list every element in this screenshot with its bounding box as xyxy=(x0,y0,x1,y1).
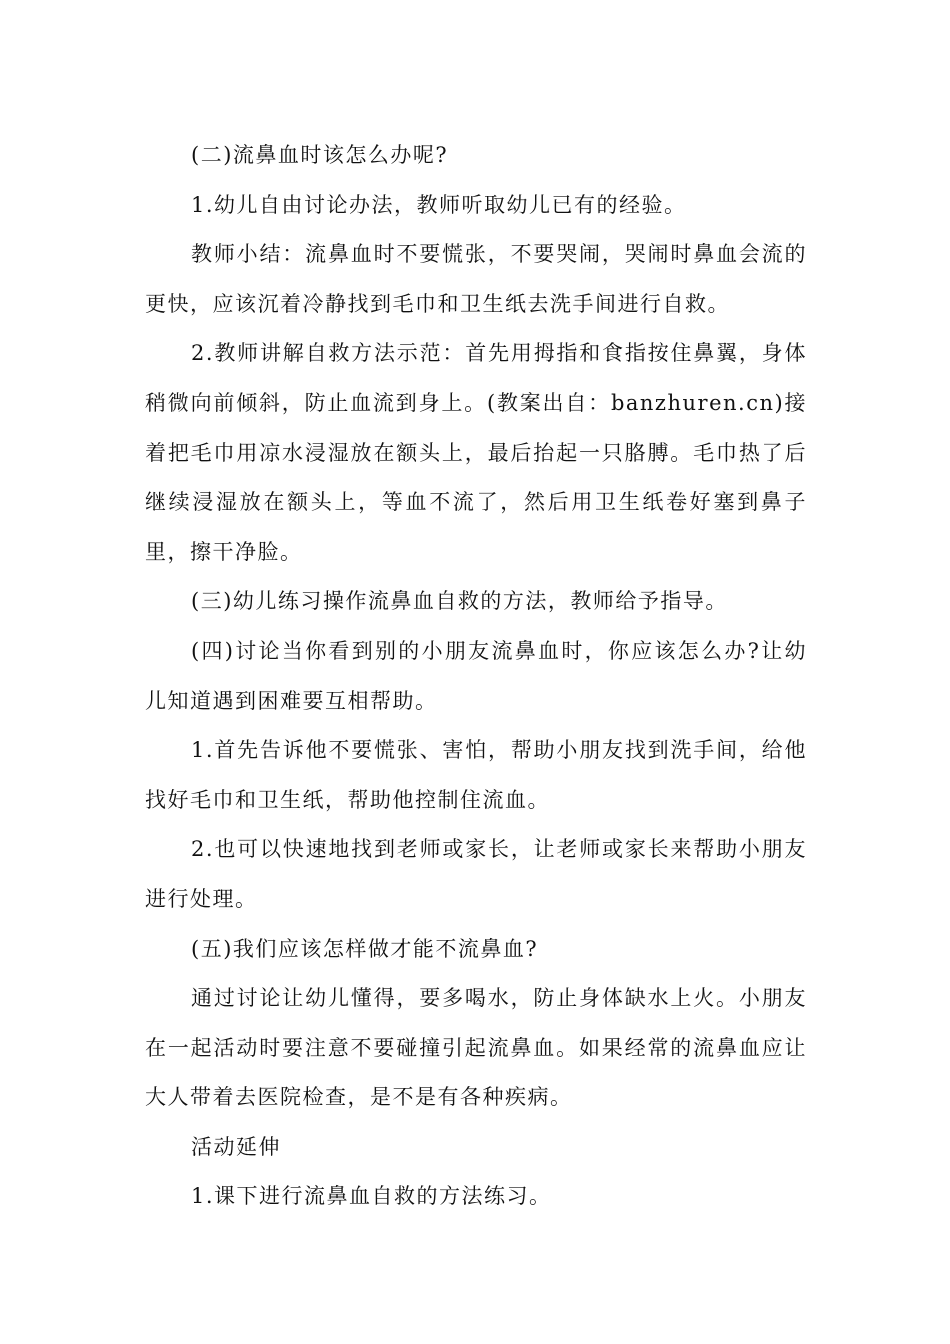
step-discussion: 1.幼儿自由讨论办法，教师听取幼儿已有的经验。 xyxy=(191,192,687,217)
help-step-one: 1.首先告诉他不要慌张、害怕，帮助小朋友找到洗手间，给他找好毛巾和卫生纸，帮助他控制住流血。 xyxy=(145,738,807,812)
section-heading-five: (五)我们应该怎样做才能不流鼻血? xyxy=(191,936,539,961)
section-heading-four: (四)讨论当你看到别的小朋友流鼻血时，你应该怎么办?让幼儿知道遇到困难要互相帮助。 xyxy=(145,638,807,713)
section-heading-three: (三)幼儿练习操作流鼻血自救的方法，教师给予指导。 xyxy=(191,589,728,614)
help-step-two: 2.也可以快速地找到老师或家长，让老师或家长来帮助小朋友进行处理。 xyxy=(145,837,807,911)
section-heading-two: (二)流鼻血时该怎么办呢? xyxy=(191,143,449,167)
document-body xyxy=(145,131,807,1222)
prevention-paragraph: 通过讨论让幼儿懂得，要多喝水，防止身体缺水上火。小朋友在一起活动时要注意不要碰撞引起流鼻血。如果经常的流鼻血应让大人带着去医院检查，是不是有各种疾病。 xyxy=(145,986,807,1110)
step-demonstration: 2.教师讲解自救方法示范：首先用拇指和食指按住鼻翼，身体稍微向前倾斜，防止血流到身上。(教案出自：banzhuren.cn)接着把毛巾用凉水浸湿放在额头上，最后抬起一只胳膊。毛巾热了后继续浸湿放在额头上，等血不流了，然后用卫生纸卷好塞到鼻子里，擦干净脸。 xyxy=(145,341,807,564)
extension-step-one: 1.课下进行流鼻血自救的方法练习。 xyxy=(191,1184,552,1209)
activity-extension-heading: 活动延伸 xyxy=(191,1134,281,1159)
teacher-summary: 教师小结：流鼻血时不要慌张，不要哭闹，哭闹时鼻血会流的更快，应该沉着冷静找到毛巾和卫生纸去洗手间进行自救。 xyxy=(145,242,807,316)
